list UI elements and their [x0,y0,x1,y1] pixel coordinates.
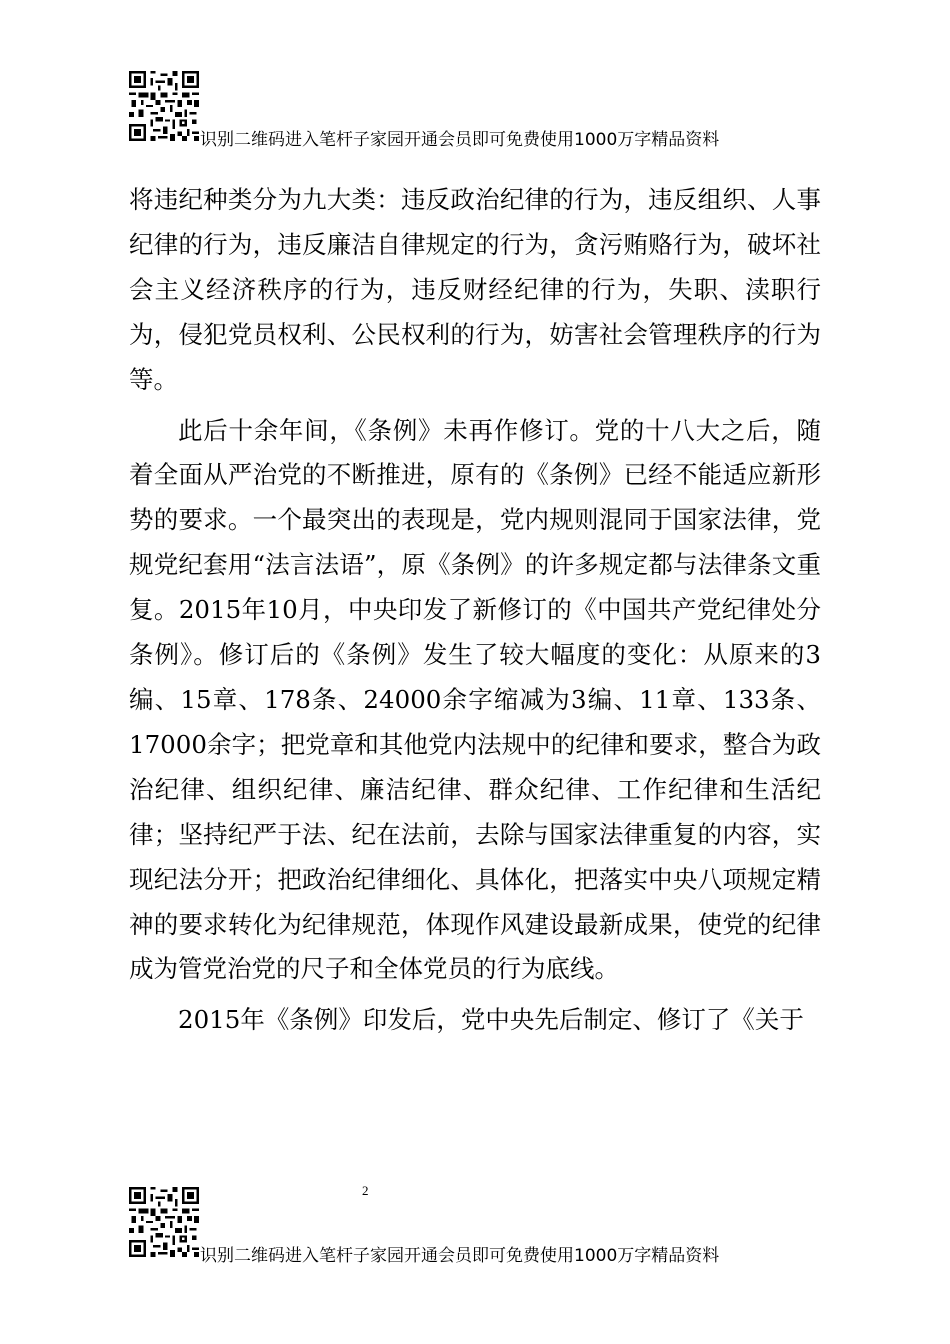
paragraph-1: 将违纪种类分为九大类：违反政治纪律的行为，违反组织、人事纪律的行为，违反廉洁自律规定的行为，贪污贿赂行为，破坏社会主义经济秩序的行为，违反财经纪律的行为，失职、渎职行为，侵犯党员权利、公民权利的行为，妨害社会管理秩序的行为等。 [129,185,821,394]
document-body [129,178,821,1043]
footer-qr-code-icon[interactable] [129,1187,199,1257]
footer-banner-text[interactable]: 识别二维码进入笔杆子家园开通会员即可免费使用1000万字精品资料 [200,1246,720,1266]
qr-code-icon [129,71,199,141]
qr-code-icon [129,1187,199,1257]
header-qr-code-icon[interactable] [129,71,199,141]
page-number: 2 [362,1183,369,1198]
header-banner-text[interactable]: 识别二维码进入笔杆子家园开通会员即可免费使用1000万字精品资料 [200,130,720,150]
paragraph-2: 此后十余年间，《条例》未再作修订。党的十八大之后，随着全面从严治党的不断推进，原有的《条例》已经不能适应新形势的要求。一个最突出的表现是，党内规则混同于国家法律，党规党纪套用“法言法语”，原《条例》的许多规定都与法律条文重复。2015年10月，中央印发了新修订的《中国共产党纪律处分条例》。修订后的《条例》发生了较大幅度的变化：从原来的3编、15章、178条、24000余字缩减为3编、11章、133条、17000余字；把党章和其他党内法规中的纪律和要求，整合为政治纪律、组织纪律、廉洁纪律、群众纪律、工作纪律和生活纪律；坚持纪严于法、纪在法前，去除与国家法律重复的内容，实现纪法分开；把政治纪律细化、具体化，把落实中央八项规定精神的要求转化为纪律规范，体现作风建设最新成果，使党的纪律成为管党治党的尺子和全体党员的行为底线。 [129,415,821,984]
paragraph-3: 2015年《条例》印发后，党中央先后制定、修订了《关于 [178,1005,804,1035]
